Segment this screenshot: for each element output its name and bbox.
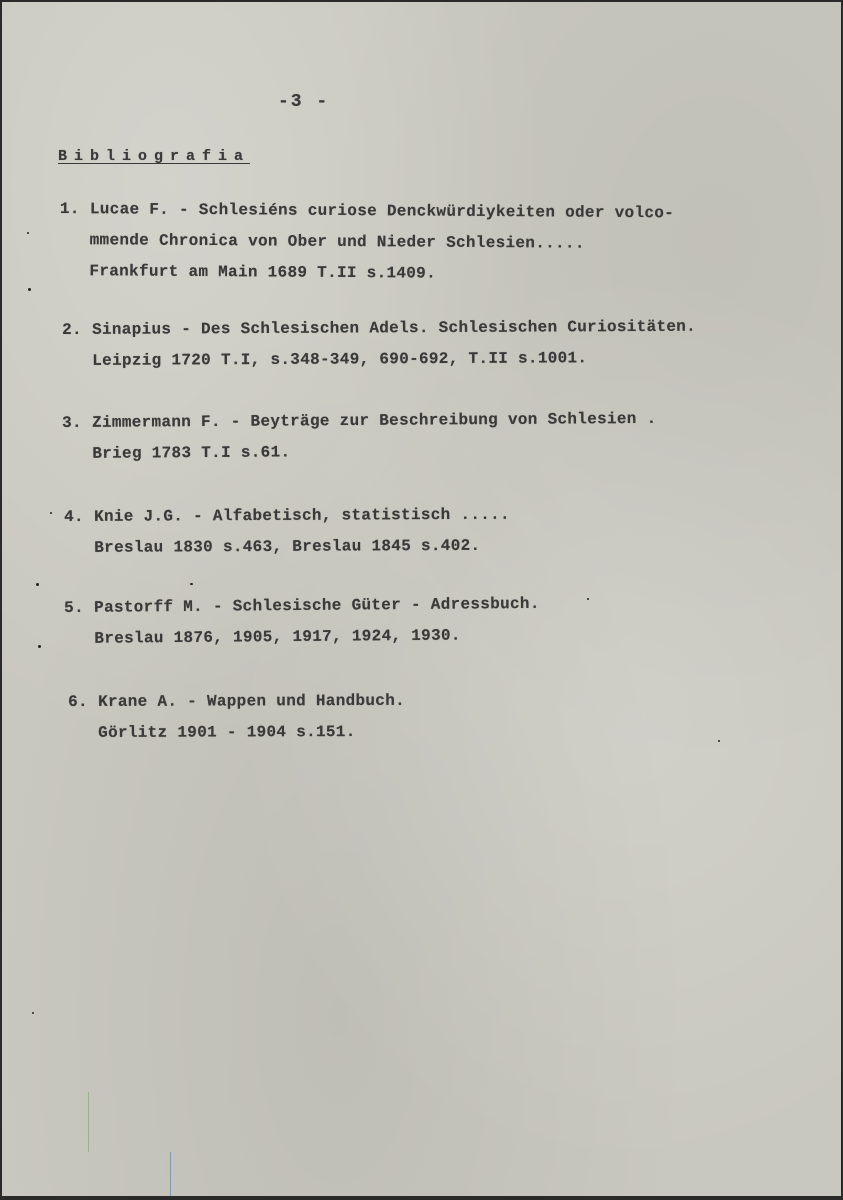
bibliography-heading: Bibliografia: [58, 148, 251, 165]
entry-line: Pastorff M. - Schlesische Güter - Adressbuch.: [94, 594, 540, 617]
page-number: -3 -: [278, 92, 330, 112]
entry-line: mmende Chronica von Ober und Nieder Schlesien.....: [89, 231, 585, 253]
entry-line: Breslau 1830 s.463, Breslau 1845 s.402.: [94, 536, 481, 557]
entry-line: Leipzig 1720 T.I, s.348-349, 690-692, T.II s.1001.: [92, 349, 588, 370]
entry-line: Görlitz 1901 - 1904 s.151.: [98, 722, 356, 742]
paper-speck: [27, 232, 29, 234]
entry-line: Sinapius - Des Schlesischen Adels. Schlesischen Curiositäten.: [92, 317, 697, 339]
bibliography-entry: [68, 686, 405, 749]
entry-line: Zimmermann F. - Beyträge zur Beschreibung von Schlesien .: [92, 409, 657, 432]
paper-scratch: [170, 1152, 171, 1196]
paper-speck: [28, 288, 31, 291]
entry-line: Breslau 1876, 1905, 1917, 1924, 1930.: [94, 626, 461, 648]
entry-number: 3.: [62, 413, 82, 432]
paper-speck: [32, 1012, 34, 1014]
entry-line: Krane A. - Wappen und Handbuch.: [98, 691, 406, 711]
paper-scratch: [88, 1092, 89, 1152]
paper-speck: [190, 583, 193, 585]
bibliography-entry: [59, 194, 674, 291]
paper-speck: [38, 645, 41, 648]
paper-speck: [718, 740, 720, 742]
entry-line: Lucae F. - Schlesiéns curiose Denckwürdiykeiten oder volco-: [89, 200, 675, 223]
entry-number: 1.: [59, 199, 80, 219]
document-page: [2, 2, 841, 1196]
entry-number: 2.: [62, 320, 82, 339]
bibliography-entry: [64, 589, 540, 655]
bibliography-entry: [62, 404, 657, 470]
entry-number: 4.: [64, 507, 84, 526]
entry-line: Knie J.G. - Alfabetisch, statistisch .....: [94, 505, 510, 526]
bibliography-entry: [64, 500, 510, 564]
paper-speck: [50, 512, 52, 514]
entry-number: 6.: [68, 692, 88, 711]
entry-line: Brieg 1783 T.I s.61.: [92, 443, 291, 463]
paper-speck: [36, 583, 39, 586]
entry-line: Frankfurt am Main 1689 T.II s.1409.: [89, 262, 437, 283]
bibliography-entry: [62, 312, 696, 377]
paper-speck: [587, 598, 589, 600]
entry-number: 5.: [64, 598, 85, 617]
